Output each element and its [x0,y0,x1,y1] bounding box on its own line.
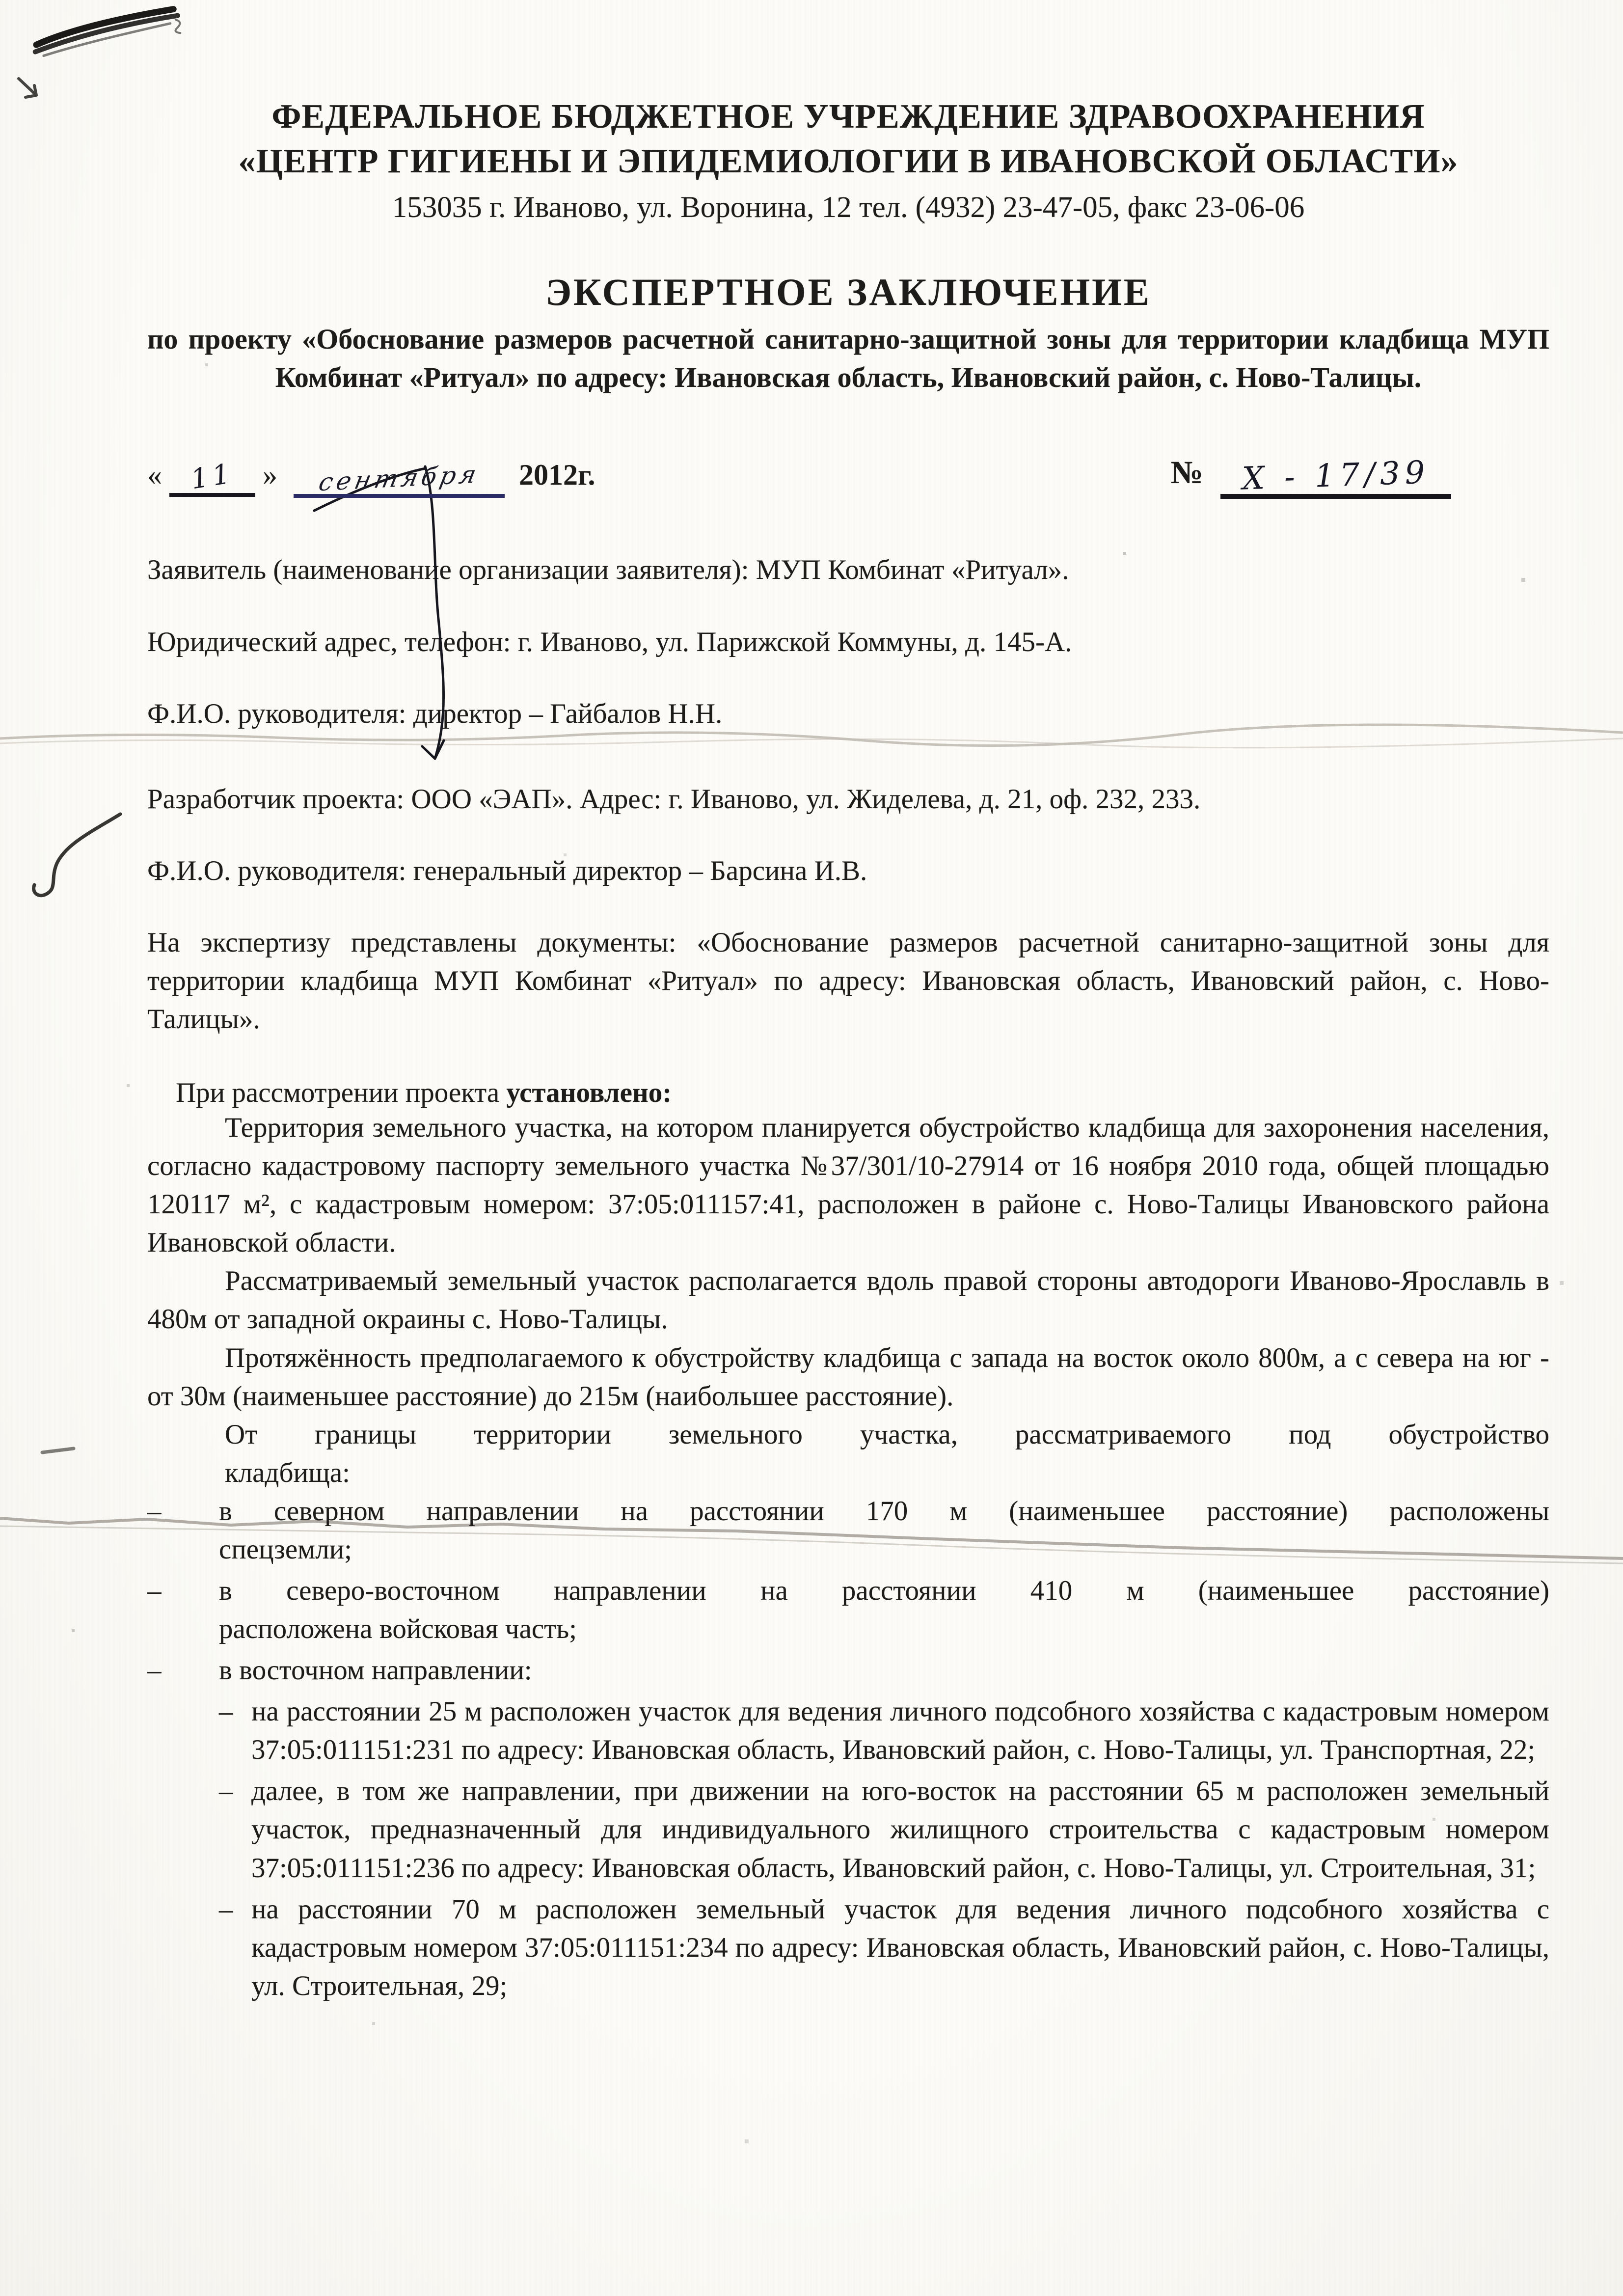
date-year: 2012г. [519,459,595,492]
dash-marker: – [147,1655,162,1686]
list-item-northeast [147,1572,1549,1648]
sub-item-plot-234 [219,1890,1549,2005]
list-item-northeast-line1: в северо-восточном направлении на расстоянии 410 м (наименьшее расстояние) [219,1575,1549,1606]
handwritten-month: сентября [316,460,482,497]
paragraph-boundary-line2: кладбища: [225,1457,350,1488]
dash-marker: – [219,1893,233,1925]
requisites-section [147,551,1549,1039]
sub-item-plot-236 [219,1772,1549,1887]
organization-name-line-1: ФЕДЕРАЛЬНОЕ БЮДЖЕТНОЕ УЧРЕЖДЕНИЕ ЗДРАВООХРАНЕНИЯ [271,98,1425,136]
findings-paragraphs [147,1109,1549,1492]
dash-marker: – [147,1495,162,1527]
list-item-northeast-line2: расположена войсковая часть; [219,1613,577,1645]
organization-header [147,94,1549,184]
paragraph-boundary [147,1416,1549,1492]
list-item-east-heading [147,1651,1549,1690]
field-developer-head-name: Ф.И.О. руководителя: генеральный директор – Барсина И.В. [147,855,867,886]
established-emphasis: установлено: [506,1077,672,1109]
document-title: ЭКСПЕРТНОЕ ЗАКЛЮЧЕНИЕ [545,271,1151,313]
paragraph-extent: Протяжённость предполагаемого к обустройству кладбища с запада на восток около 800м, а с севера на юг - от 30м (наименьшее расстояние) до 215м (наибольшее расстояние). [147,1342,1549,1412]
dash-marker: – [219,1696,233,1727]
date-day-underline [169,459,255,497]
scan-speckles [0,0,1,1]
date-field [147,458,595,496]
dash-marker: – [219,1776,233,1807]
established-prefix: При рассмотрении проекта [176,1077,507,1109]
document-content [0,94,1623,2005]
paragraph-boundary-line1: От границы территории земельного участка, рассматриваемого под обустройство [225,1419,1549,1450]
organization-address: 153035 г. Иваново, ул. Воронина, 12 тел. (4932) 23-47-05, факс 23-06-06 [392,191,1305,224]
document-number-field [1171,454,1451,496]
date-quote-close: » [263,459,277,492]
sub-item-plot-236-text: далее, в том же направлении, при движении на юго-восток на расстоянии 65 м расположен земельный участок, предназначенный для индивидуального жилищного строительства с кадастровым номером 37:05:011151:236 по адресу: Ивановская область, Ивановский район, с. Ново-Талицы, ул. Строительная, 31; [251,1776,1549,1884]
sub-item-plot-234-text: на расстоянии 70 м расположен земельный участок для ведения личного подсобного хозяйства с кадастровым номером 37:05:011151:234 по адресу: Ивановская область, Ивановский район, с. Ново-Талицы, ул. Строительная, 29; [251,1893,1549,2001]
field-legal-address: Юридический адрес, телефон: г. Иваново, ул. Парижской Коммуны, д. 145-А. [147,626,1072,657]
date-month-underline [294,460,505,498]
paragraph-location: Рассматриваемый земельный участок располагается вдоль правой стороны автодороги Иваново-Ярославль в 480м от западной окраины с. Ново-Талицы. [147,1265,1549,1335]
paragraph-land-plot: Территория земельного участка, на котором планируется обустройство кладбища для захоронения населения, согласно кадастровому паспорту земельного участка №37/301/10-27914 от 16 ноября 2010 года, общей площадью 120117 м², с кадастровым номером: 37:05:011157:41, расположен в районе с. Ново-Талицы Ивановского района Ивановской области. [147,1112,1549,1258]
organization-name-line-2: «ЦЕНТР ГИГИЕНЫ И ЭПИДЕМИОЛОГИИ В ИВАНОВСКОЙ ОБЛАСТИ» [238,142,1459,180]
list-item-north-line2: спецземли; [219,1533,352,1565]
field-head-name: Ф.И.О. руководителя: директор – Гайбалов Н.Н. [147,698,723,729]
handwritten-day: 11 [189,458,236,496]
document-subtitle: по проекту «Обоснование размеров расчетной санитарно-защитной зоны для территории кладбища МУП Комбинат «Ритуал» по адресу: Ивановская область, Ивановский район, с. Ново-Талицы. [147,323,1549,393]
date-and-number-row [147,454,1549,496]
scan-smudge-top-left [29,5,196,59]
dash-marker: – [147,1575,162,1606]
list-item-north-line1: в северном направлении на расстоянии 170 м (наименьшее расстояние) расположены [219,1495,1549,1527]
sub-item-plot-231-text: на расстоянии 25 м расположен участок для ведения личного подсобного хозяйства с кадастровым номером 37:05:011151:231 по адресу: Ивановская область, Ивановский район, с. Ново-Талицы, ул. Транспортная, 22; [251,1696,1549,1766]
handwritten-number: Х - 17/39 [1241,454,1431,498]
date-quote-open: « [147,459,162,492]
established-heading [176,1077,1549,1109]
list-item-north [147,1492,1549,1569]
list-item-east-label: в восточном направлении: [219,1655,532,1686]
sub-item-plot-231 [219,1693,1549,1769]
number-underline [1220,454,1451,499]
directions-list [147,1492,1549,2005]
field-submitted-documents: На экспертизу представлены документы: «Обоснование размеров расчетной санитарно-защитной зоны для территории кладбища МУП Комбинат «Ритуал» по адресу: Ивановская область, Ивановский район, с. Ново-Талицы». [147,927,1549,1035]
field-applicant: Заявитель (наименование организации заявителя): МУП Комбинат «Ритуал». [147,554,1069,586]
number-sign-label: № [1170,455,1203,491]
field-project-developer: Разработчик проекта: ООО «ЭАП». Адрес: г. Иваново, ул. Жиделева, д. 21, оф. 232, 233. [147,783,1201,815]
